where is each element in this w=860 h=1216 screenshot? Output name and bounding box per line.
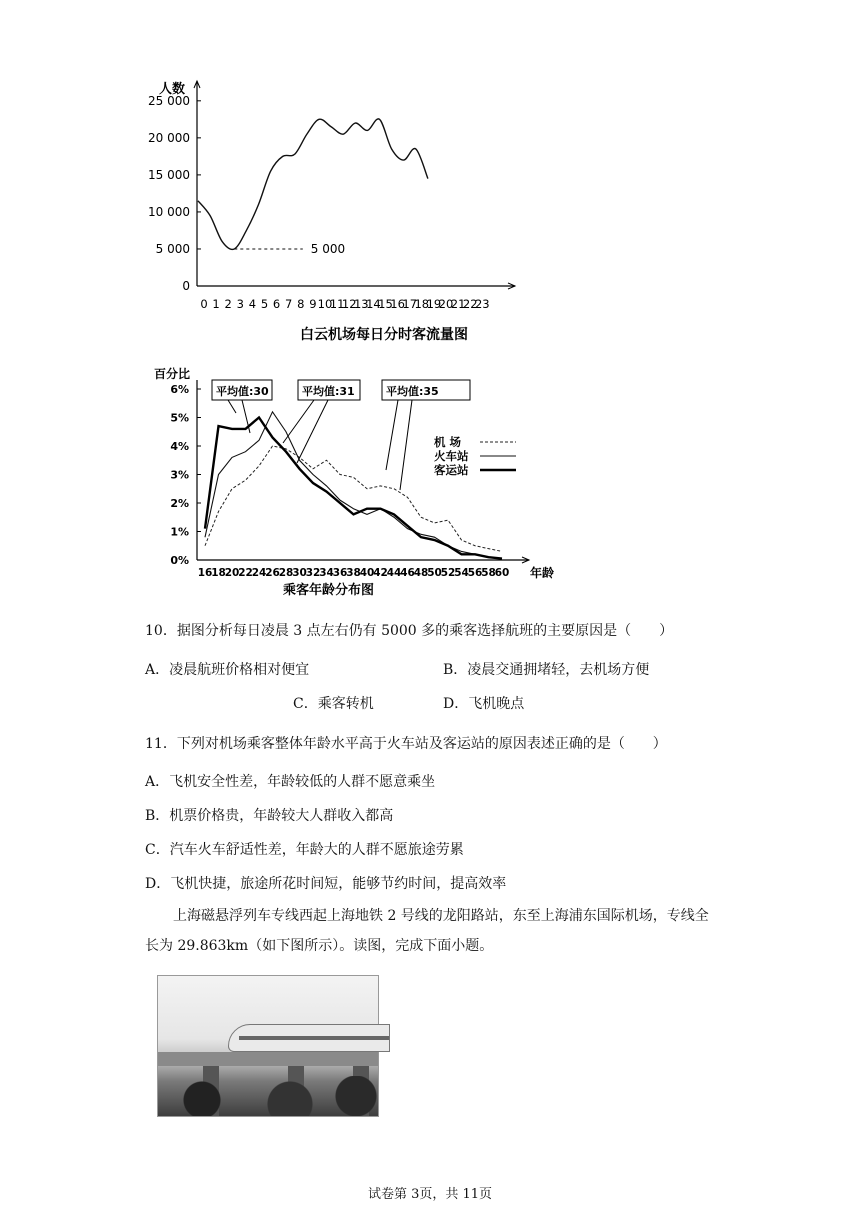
- x-tick-label: 21: [450, 297, 466, 311]
- x-tick-label: 6: [272, 297, 281, 311]
- y-tick-label: 1%: [170, 525, 189, 539]
- mean-pointer: [400, 400, 412, 490]
- x-tick-label: 44: [386, 567, 402, 579]
- maglev-train-photo: [157, 975, 379, 1117]
- y-tick-label: 2%: [170, 497, 189, 510]
- y-tick-label: 15 000: [148, 167, 190, 182]
- question-11-stem: 11．下列对机场乘客整体年龄水平高于火车站及客运站的原因表述正确的是（ ）: [145, 736, 667, 752]
- x-tick-label: 28: [278, 567, 294, 579]
- x-tick-label: 22: [462, 297, 478, 311]
- x-tick-label: 2: [224, 297, 232, 311]
- x-tick-label: 60: [494, 567, 510, 579]
- page-footer: 试卷第 3页，共 11页: [367, 1187, 493, 1202]
- question-11-option-d[interactable]: D．飞机快捷，旅途所花时间短，能够节约时间，提高效率: [145, 876, 507, 892]
- x-tick-label: 13: [353, 297, 369, 311]
- x-tick-label: 18: [211, 567, 226, 579]
- series-line-1: [205, 412, 502, 559]
- question-10-stem: 10．据图分析每日凌晨 3 点左右仍有 5000 多的乘客选择航班的主要原因是（ ）: [145, 623, 674, 639]
- x-tick-label: 9: [309, 297, 317, 311]
- x-tick-label: 19: [426, 297, 442, 311]
- legend-label: 机 场: [434, 435, 462, 449]
- y-axis-label: 人数: [159, 82, 186, 97]
- question-11-option-b[interactable]: B．机票价格贵，年龄较大人群收入都高: [145, 808, 394, 824]
- x-tick-label: 14: [366, 297, 381, 311]
- chart1-title: 白云机场每日分时客流量图: [300, 327, 468, 343]
- x-tick-label: 4: [248, 297, 257, 311]
- legend-label: 客运站: [434, 463, 469, 477]
- x-tick-label: 32: [305, 567, 321, 579]
- x-tick-label: 50: [427, 567, 442, 579]
- x-tick-label: 11: [329, 297, 345, 311]
- x-tick-label: 20: [438, 297, 454, 311]
- x-tick-label: 42: [373, 567, 388, 579]
- question-10-option-a[interactable]: A．凌晨航班价格相对便宜: [145, 662, 310, 678]
- min-value-label: 5 000: [310, 241, 346, 256]
- train-shape: [228, 1024, 390, 1052]
- y-tick-label: 4%: [170, 440, 189, 453]
- x-tick-label: 26: [265, 567, 280, 579]
- question-10-option-c[interactable]: C．乘客转机: [293, 696, 374, 712]
- question-11-option-c[interactable]: C．汽车火车舒适性差，年龄大的人群不愿旅途劳累: [145, 842, 464, 858]
- x-tick-label: 34: [319, 567, 334, 579]
- y-tick-label: 6%: [170, 383, 189, 396]
- age-distribution-chart: [154, 358, 560, 603]
- x-tick-label: 20: [224, 567, 240, 579]
- x-tick-label: 48: [413, 567, 429, 579]
- hourly-passenger-chart: [148, 75, 540, 350]
- x-tick-label: 7: [285, 297, 293, 311]
- x-tick-label: 46: [400, 567, 415, 579]
- question-10-option-b[interactable]: B．凌晨交通拥堵轻，去机场方便: [443, 662, 650, 678]
- chart2-title: 乘客年龄分布图: [283, 583, 375, 598]
- maglev-passage: 上海磁悬浮列车专线西起上海地铁 2 号线的龙阳路站，东至上海浦东国际机场，专线全长为 29.863km（如下图所示）。读图，完成下面小题。: [145, 908, 709, 954]
- x-tick-label: 24: [251, 567, 267, 579]
- x-tick-label: 15: [378, 297, 393, 311]
- x-axis-label: 年龄: [530, 566, 555, 580]
- mean-pointer: [283, 400, 314, 443]
- x-tick-label: 23: [474, 297, 490, 311]
- mean-pointer: [386, 400, 398, 470]
- trees: [158, 1076, 378, 1116]
- x-tick-label: 56: [467, 567, 483, 579]
- y-tick-label: 0%: [170, 554, 189, 567]
- x-tick-label: 0: [200, 297, 208, 311]
- x-tick-label: 54: [454, 567, 469, 579]
- x-tick-label: 1: [212, 297, 220, 311]
- mean-label: 平均值:31: [302, 385, 355, 398]
- y-tick-label: 5%: [170, 411, 189, 425]
- x-tick-label: 12: [341, 297, 357, 311]
- y-axis-label: 百分比: [154, 367, 191, 381]
- x-tick-label: 5: [260, 297, 269, 311]
- mean-pointer: [228, 400, 236, 413]
- x-tick-label: 10: [317, 297, 333, 311]
- mean-label: 平均值:35: [386, 385, 439, 398]
- passenger-flow-line: [198, 119, 428, 250]
- x-tick-label: 22: [238, 567, 253, 579]
- x-tick-label: 3: [236, 297, 244, 311]
- question-10-option-d[interactable]: D．飞机晚点: [443, 696, 525, 712]
- y-tick-label: 0: [182, 279, 190, 293]
- x-tick-label: 38: [346, 567, 361, 579]
- x-tick-label: 58: [481, 567, 496, 579]
- guideway-beam: [158, 1052, 378, 1066]
- x-tick-label: 36: [332, 567, 348, 579]
- y-tick-label: 5 000: [155, 241, 190, 256]
- mean-label: 平均值:30: [216, 385, 269, 398]
- x-tick-label: 16: [197, 567, 213, 579]
- x-tick-label: 40: [359, 567, 375, 579]
- x-tick-label: 8: [297, 297, 305, 311]
- legend-label: 火车站: [434, 449, 469, 463]
- y-tick-label: 10 000: [148, 204, 190, 219]
- y-tick-label: 25 000: [148, 93, 190, 108]
- x-tick-label: 16: [390, 297, 405, 311]
- y-tick-label: 3%: [170, 468, 189, 482]
- mean-pointer: [297, 400, 328, 463]
- x-tick-label: 52: [440, 567, 456, 579]
- x-tick-label: 18: [414, 297, 430, 311]
- x-tick-label: 30: [292, 567, 307, 579]
- x-tick-label: 17: [402, 297, 418, 311]
- question-11-option-a[interactable]: A．飞机安全性差，年龄较低的人群不愿意乘坐: [145, 774, 436, 790]
- y-tick-label: 20 000: [148, 130, 190, 145]
